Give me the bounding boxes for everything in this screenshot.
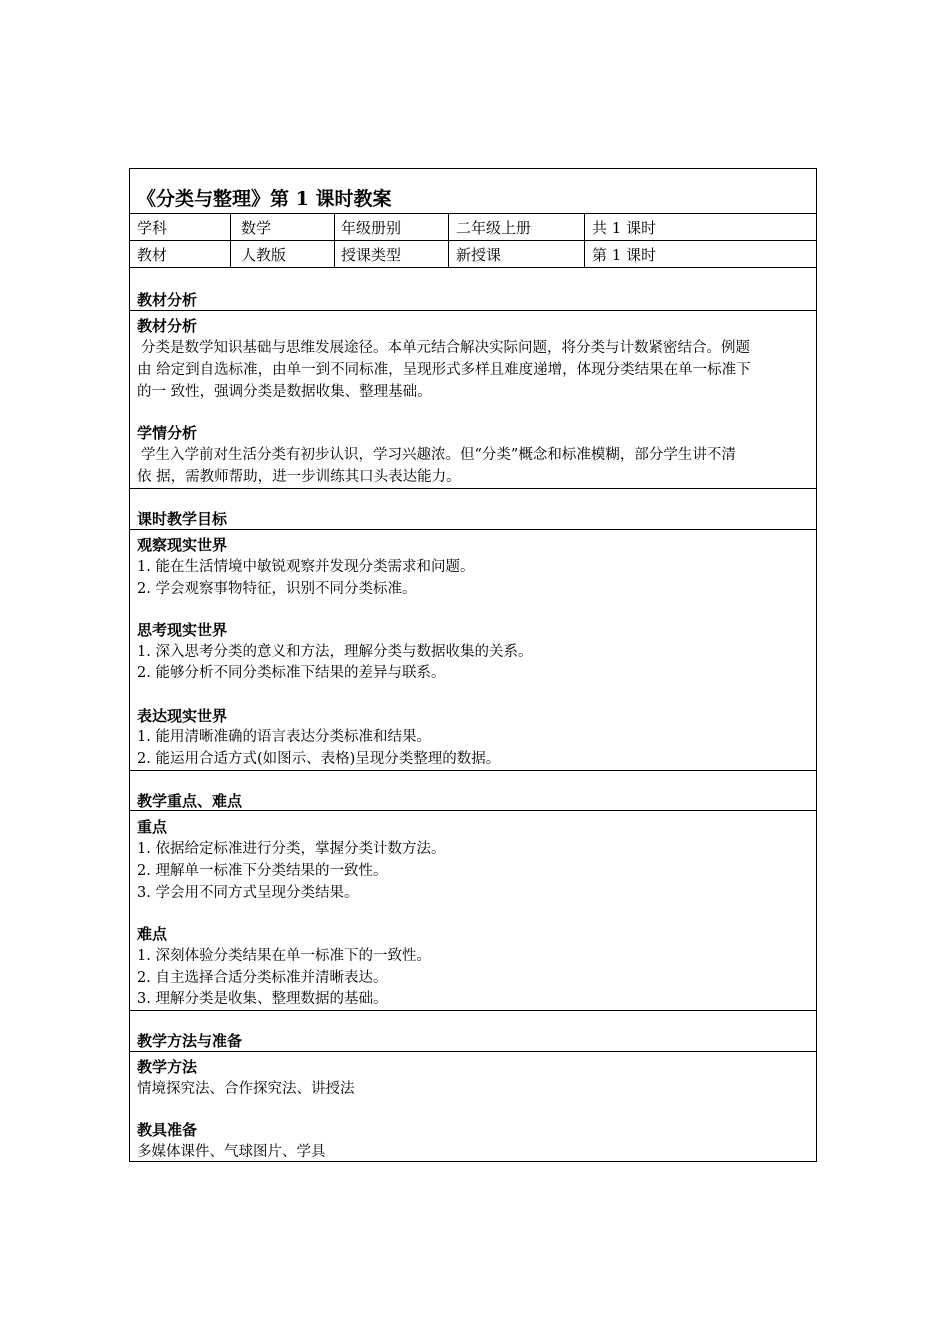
list-item: 情境探究法、合作探究法、讲授法 [137, 1081, 355, 1097]
divider [130, 1010, 816, 1011]
list-item: 1. 深入思考分类的意义和方法，理解分类与数据收集的关系。 [137, 644, 533, 660]
paragraph-line: 的一 致性，强调分类是数据收集、整理基础。 [137, 384, 432, 400]
list-item: 3. 学会用不同方式呈现分类结果。 [137, 885, 359, 901]
divider [130, 770, 816, 771]
list-item: 多媒体课件、气球图片、学具 [137, 1144, 326, 1160]
subsection-title: 学情分析 [137, 424, 198, 442]
section-header-analysis: 教材分析 [137, 291, 198, 309]
divider [130, 310, 816, 311]
section-header-methods: 教学方法与准备 [137, 1032, 243, 1050]
divider [130, 529, 816, 530]
info-cell: 第 1 课时 [592, 246, 657, 264]
list-item: 3. 理解分类是收集、整理数据的基础。 [137, 991, 388, 1007]
list-item: 2. 能运用合适方式(如图示、表格)呈现分类整理的数据。 [137, 751, 501, 767]
subsection-title: 重点 [137, 818, 168, 836]
paragraph-line: 分类是数学知识基础与思维发展途径。本单元结合解决实际问题，将分类与计数紧密结合。例题 [141, 340, 750, 356]
list-item: 2. 学会观察事物特征，识别不同分类标准。 [137, 581, 417, 597]
info-cell: 共 1 课时 [592, 219, 657, 237]
info-cell: 数学 [241, 219, 272, 237]
info-cell: 学科 [137, 219, 168, 237]
info-cell: 教材 [137, 246, 168, 264]
list-item: 1. 依据给定标准进行分类，掌握分类计数方法。 [137, 841, 446, 857]
divider [448, 213, 449, 267]
paragraph-line: 依 据，需教师帮助，进一步训练其口头表达能力。 [137, 469, 461, 485]
list-item: 2. 理解单一标准下分类结果的一致性。 [137, 863, 388, 879]
list-item: 1. 深刻体验分类结果在单一标准下的一致性。 [137, 948, 431, 964]
section-header-goals: 课时教学目标 [137, 510, 228, 528]
subsection-title: 表达现实世界 [137, 707, 228, 725]
paragraph-line: 学生入学前对生活分类有初步认识，学习兴趣浓。但“分类”概念和标准模糊，部分学生讲不清 [141, 447, 736, 463]
subsection-title: 教材分析 [137, 317, 198, 335]
info-cell: 年级册别 [341, 219, 402, 237]
list-item: 1. 能在生活情境中敏锐观察并发现分类需求和问题。 [137, 559, 475, 575]
info-cell: 二年级上册 [456, 219, 532, 237]
divider [130, 810, 816, 811]
divider [584, 213, 585, 267]
divider [130, 213, 816, 214]
subsection-title: 教学方法 [137, 1058, 198, 1076]
divider [230, 213, 231, 267]
divider [130, 1051, 816, 1052]
subsection-title: 难点 [137, 925, 168, 943]
subsection-title: 观察现实世界 [137, 536, 228, 554]
subsection-title: 教具准备 [137, 1121, 198, 1139]
divider [130, 240, 816, 241]
list-item: 2. 能够分析不同分类标准下结果的差异与联系。 [137, 665, 446, 681]
list-item: 2. 自主选择合适分类标准并清晰表达。 [137, 970, 388, 986]
divider [130, 267, 816, 268]
paragraph-line: 由 给定到自选标准，由单一到不同标准，呈现形式多样且难度递增，体现分类结果在单一标准下 [137, 362, 751, 378]
subsection-title: 思考现实世界 [137, 621, 228, 639]
list-item: 1. 能用清晰准确的语言表达分类标准和结果。 [137, 729, 431, 745]
info-cell: 新授课 [456, 246, 502, 264]
info-cell: 人教版 [241, 246, 287, 264]
divider [130, 488, 816, 489]
section-header-keypoints: 教学重点、难点 [137, 792, 243, 810]
divider [334, 213, 335, 267]
info-cell: 授课类型 [341, 246, 402, 264]
page-title: 《分类与整理》第 1 课时教案 [137, 188, 392, 210]
lesson-plan-table [129, 168, 817, 1162]
